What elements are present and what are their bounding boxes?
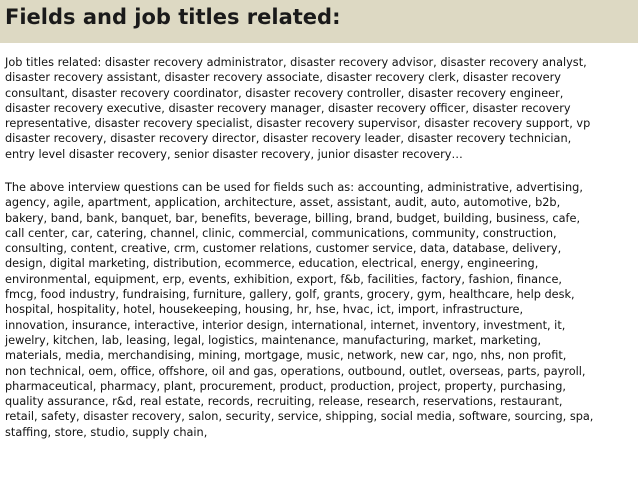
title-bar: [0, 0, 638, 43]
slide-title: Fields and job titles related:: [5, 5, 341, 29]
paragraph-line: environmental, equipment, erp, events, exhibition, export, f&b, facilities, factory, fashion, finance,: [5, 272, 563, 286]
job-titles-paragraph: [5, 55, 633, 162]
paragraph-line: Job titles related: disaster recovery administrator, disaster recovery advisor, disaster recovery analyst,: [5, 56, 587, 69]
paragraph-line: The above interview questions can be used for fields such as: accounting, administrative, advertising,: [5, 181, 583, 194]
paragraph-line: retail, safety, disaster recovery, salon, security, service, shipping, social media, software, sourcing, spa,: [5, 410, 594, 424]
paragraph-line: fmcg, food industry, fundraising, furniture, gallery, golf, grants, grocery, gym, healthcare, help desk,: [5, 288, 575, 302]
paragraph-line: agency, agile, apartment, application, architecture, asset, assistant, audit, auto, automotive, b2b,: [5, 196, 561, 210]
paragraph-line: jewelry, kitchen, lab, leasing, legal, logistics, maintenance, manufacturing, market, marketing,: [5, 333, 542, 347]
paragraph-line: hospital, hospitality, hotel, housekeeping, housing, hr, hse, hvac, ict, import, infrastructure,: [5, 303, 524, 317]
paragraph-line: design, digital marketing, distribution, ecommerce, education, electrical, energy, engineering,: [5, 257, 539, 271]
paragraph-line: quality assurance, r&d, real estate, records, recruiting, release, research, reservations, restaurant,: [5, 395, 563, 409]
paragraph-line: pharmaceutical, pharmacy, plant, procurement, product, production, project, property, purchasing,: [5, 379, 566, 393]
paragraph-line: entry level disaster recovery, senior disaster recovery, junior disaster recovery…: [5, 147, 463, 161]
paragraph-line: consulting, content, creative, crm, customer relations, customer service, data, database, delivery,: [5, 242, 562, 256]
paragraph-line: consultant, disaster recovery coordinator, disaster recovery controller, disaster recovery engineer,: [5, 86, 564, 100]
paragraph-line: disaster recovery, disaster recovery director, disaster recovery leader, disaster recovery technician,: [5, 132, 572, 146]
paragraph-line: bakery, band, bank, banquet, bar, benefits, beverage, billing, brand, budget, building, business, cafe,: [5, 211, 581, 225]
paragraph-line: staffing, store, studio, supply chain,: [5, 425, 208, 439]
paragraph-line: non technical, oem, office, offshore, oil and gas, operations, outbound, outlet, overseas, parts, payroll,: [5, 364, 586, 378]
paragraph-line: disaster recovery executive, disaster recovery manager, disaster recovery officer, disaster recovery: [5, 101, 571, 115]
paragraph-line: disaster recovery assistant, disaster recovery associate, disaster recovery clerk, disaster recovery: [5, 71, 561, 85]
paragraph-line: call center, car, catering, channel, clinic, commercial, communications, community, construction,: [5, 226, 557, 240]
paragraph-line: representative, disaster recovery specialist, disaster recovery supervisor, disaster recovery support, vp: [5, 117, 591, 131]
paragraph-line: innovation, insurance, interactive, interior design, international, internet, inventory, investment, it,: [5, 318, 566, 332]
fields-paragraph: [5, 180, 633, 440]
paragraph-line: materials, media, merchandising, mining, mortgage, music, network, new car, ngo, nhs, non profit,: [5, 349, 567, 363]
